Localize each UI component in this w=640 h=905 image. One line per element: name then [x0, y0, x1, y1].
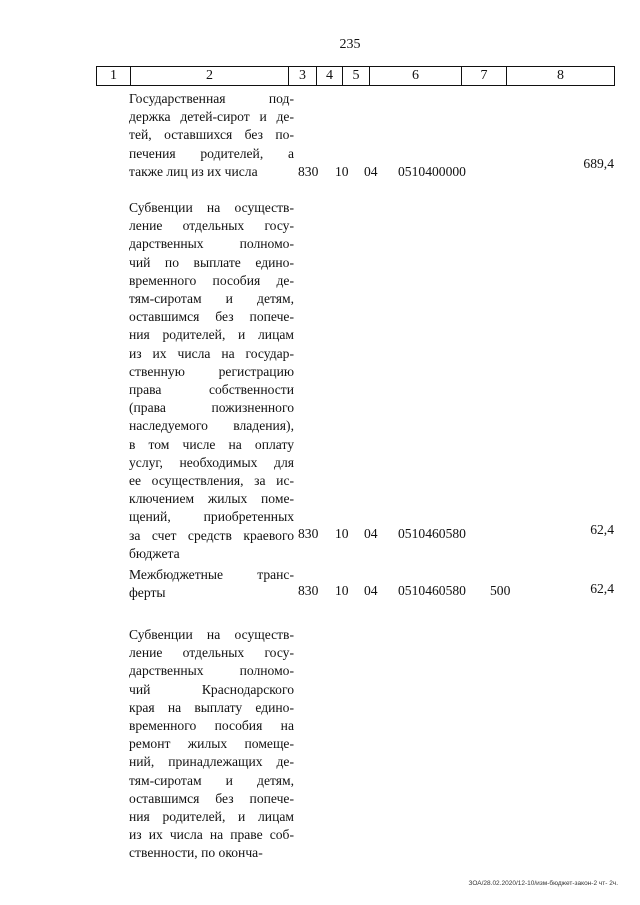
name-line: ния родителей, и лицам [129, 327, 294, 343]
table-header-row [96, 66, 615, 86]
row-3-col-3: 830 [298, 583, 319, 598]
name-line: печения родителей, а [129, 145, 294, 161]
row-3-col-7: 500 [490, 583, 511, 598]
row-2-col-5: 04 [364, 526, 378, 541]
header-col-5: 5 [343, 67, 370, 85]
name-line: Субвенции на осуществ- [129, 200, 294, 215]
name-line: тям-сиротам и детям, [129, 772, 294, 788]
header-col-4: 4 [317, 67, 343, 85]
footer-file-reference: ЗОА/28.02.2020/12-10/изм-бюджет-закон-2 чт- 2ч. [468, 880, 618, 887]
name-line: из их числа на государ- [129, 345, 294, 361]
row-2-col-8: 62,4 [590, 522, 614, 537]
row-3-name [129, 566, 294, 602]
name-line: чий по выплате едино- [129, 254, 294, 270]
name-line: Субвенции на осуществ- [129, 627, 294, 642]
name-line: ния родителей, и лицам [129, 809, 294, 825]
row-1-col-3: 830 [298, 164, 319, 179]
name-line: чий Краснодарского [129, 681, 294, 697]
name-line: дарственных полномо- [129, 663, 294, 679]
name-line: края на выплату едино- [129, 699, 294, 715]
row-3-col-5: 04 [364, 583, 378, 598]
name-line: тей, оставшихся без по- [129, 127, 294, 143]
name-line: тям-сиротам и детям, [129, 291, 294, 307]
name-line: держка детей-сирот и де- [129, 109, 294, 125]
row-3-col-6: 0510460580 [398, 583, 466, 598]
name-line: также лиц из их числа [129, 163, 258, 179]
row-1-col-4: 10 [335, 164, 349, 179]
row-3-col-4: 10 [335, 583, 349, 598]
row-2-col-3: 830 [298, 526, 319, 541]
name-line: из их числа на праве соб- [129, 827, 294, 843]
name-line: Государственная под- [129, 91, 294, 106]
page-number: 235 [339, 37, 361, 52]
name-line: ственную регистрацию [129, 363, 294, 379]
name-line: щений, приобретенных [129, 509, 294, 525]
row-3-col-8: 62,4 [590, 581, 614, 596]
header-col-7: 7 [462, 67, 507, 85]
row-2-name [129, 199, 294, 563]
header-col-2: 2 [131, 67, 289, 85]
name-line: ление отдельных госу- [129, 645, 294, 661]
name-line: в том числе на оплату [129, 436, 294, 452]
row-1-col-6: 0510400000 [398, 164, 466, 179]
name-line: Межбюджетные транс- [129, 567, 294, 582]
name-line: ее осуществления, за ис- [129, 473, 294, 489]
name-line: временного пособия на [129, 718, 294, 734]
name-line: ственности, по оконча- [129, 845, 263, 861]
name-line: ферты [129, 585, 166, 601]
name-line: наследуемого владения), [129, 418, 294, 434]
name-line: временного пособия де- [129, 272, 294, 288]
header-col-3: 3 [289, 67, 317, 85]
name-line: (права пожизненного [129, 400, 294, 416]
name-line: ний, принадлежащих де- [129, 754, 294, 770]
row-4-name [129, 626, 294, 863]
name-line: ключением жилых поме- [129, 491, 294, 507]
name-line: за счет средств краевого [129, 527, 294, 543]
name-line: дарственных полномо- [129, 236, 294, 252]
row-2-col-6: 0510460580 [398, 526, 466, 541]
header-col-8: 8 [557, 68, 564, 83]
header-col-1: 1 [97, 67, 131, 85]
header-col-6: 6 [370, 67, 462, 85]
name-line: права собственности [129, 382, 294, 398]
name-line: ление отдельных госу- [129, 218, 294, 234]
name-line: оставшимся без попече- [129, 309, 294, 325]
row-2-col-4: 10 [335, 526, 349, 541]
name-line: бюджета [129, 545, 180, 561]
row-1-col-8: 689,4 [583, 156, 614, 171]
name-line: ремонт жилых помеще- [129, 736, 294, 752]
row-1-name [129, 90, 294, 181]
row-1-col-5: 04 [364, 164, 378, 179]
name-line: услуг, необходимых для [129, 454, 294, 470]
name-line: оставшимся без попече- [129, 790, 294, 806]
